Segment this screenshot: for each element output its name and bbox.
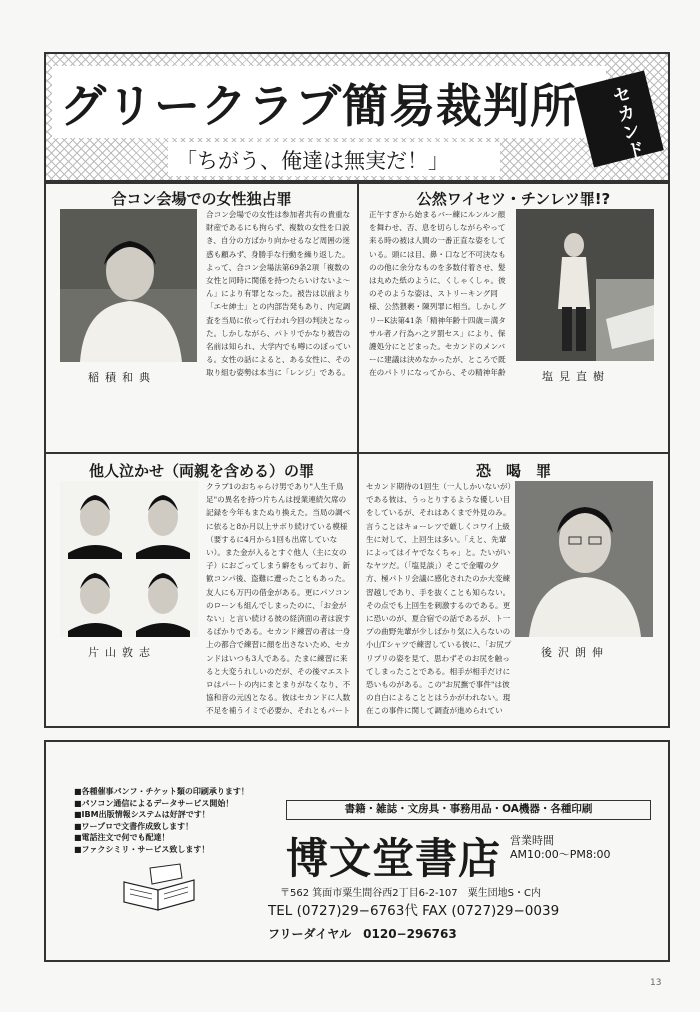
second-badge-label: セカンド — [607, 83, 647, 163]
member-name: 塩見直樹 — [542, 370, 610, 383]
member-name: 後沢朗伸 — [541, 646, 609, 659]
article-heading: 公然ワイセツ・チンレツ罪!? — [416, 190, 611, 208]
store-phone-fax: TEL (0727)29−6763代 FAX (0727)29−0039 — [268, 903, 560, 919]
portrait-photo — [60, 209, 197, 362]
article-body: 合コン会場での女性は参加者共有の貴重な財産であるにも拘らず、複数の女性を口説き、自分の方ばかり向かせるなど周囲の迷惑も顧みず、身勝手な行動を繰り返した。よって、合コン会場法第69条2項「複数の女性と同時に関係を持つたらいけないよ～ん」により有罪となった。被告は以前より「エセ紳士」との内部告発もあり、内定調査を当局に依って行われ今回の判決となった。しかしながら、パトリでかなり被告の名前は知られ、大学内でも噂にのぼっている。女性の話によると、ある女性に、その取り組む姿勢は本当に「レンジ」である。 — [206, 210, 351, 378]
grid-divider — [357, 452, 359, 728]
list-item: ■電話注文で何でも配達！ — [74, 833, 170, 843]
open-book-icon — [120, 862, 200, 912]
face-photos — [60, 481, 198, 637]
page-title: グリークラブ簡易裁判所 — [60, 79, 577, 133]
list-item: ■IBM出版情報システムは好評です！ — [74, 810, 210, 820]
grid-divider — [44, 452, 670, 454]
list-item: ■各種催事パンフ・チケット類の印刷承ります！ — [74, 787, 249, 796]
open-book-icon — [120, 862, 200, 916]
list-item: ■パソコン通信によるデータサービス開始！ — [74, 798, 234, 808]
article-body: 正午すぎから始まるバー練にルンルン顔を舞わせ、否、息を切らしながらやって来る時の被は人間の一番正直な姿をしている。頭には目、鼻・口など不可決なものの他に余分なものを多数付着させ、髪は丸めた紙のように、くしゃくしゃ。彼のそのような姿は、ストリーキング同様、公然猥褻・陳列罪に相当。しかしグリーK法第41条「精神年齢十四歳＝満タサル者ノ行為ハ之ヲ罰セス」により、保護処分にとどまった。セカンドのメンバーに建議は決めなかったが、ところで既在のパトリになってから、その精神年齢 — [369, 210, 506, 378]
free-dial: フリーダイヤル 0120−296763 — [268, 927, 457, 941]
member-name: 片山敦志 — [88, 646, 156, 659]
list-item: ■ワープロで文書作成致します！ — [74, 821, 194, 831]
member-name: 稲積和典 — [88, 371, 156, 384]
member-photo — [516, 209, 654, 361]
services-banner: 書籍・雑誌・文房具・事務用品・OA機器・各種印刷 — [286, 800, 651, 820]
portrait-photo — [60, 209, 197, 362]
member-photo — [515, 481, 653, 637]
list-item: ■ファクシミリ・サービス致します！ — [74, 844, 210, 854]
article-heading: 恐 喝 罪 — [475, 462, 551, 480]
page-subtitle: 「ちがう、俺達は無実だ！」 — [176, 149, 449, 173]
member-photo — [515, 481, 653, 637]
member-photo — [516, 209, 654, 361]
article-body: セカンド期待の1回生（一人しかいないが）である彼は、うっとりするような優しい目をしているが、それはあくまで外見のみ。言うことはキョーレツで厳しくコワイ上級生に対して、上回生は多い。「えと、先輩によってはイヤでなくちゃ」と。たいがいなヤツだ。（「塩見談」）そこで金曜の夕方、極パトリ会議に感化されたのか大変練習越しであり、手を抜くことも知らない。その点でも上回生を刺激するのである。更に恐いのが、夏合宿での話であるが、ト一プの曲野先輩が少しばかり気に入らないの小山Tシャツで練習している彼に、「お尻プリプリの姿を見て、思わずそのお尻を触ってしまったことである。相手が相手だけに恐いものがある。この"お尻撫で事件"は彼の自白によることとはうかがわれない。現在この事件に関して調査が進められてい — [366, 482, 512, 716]
article-heading: 他人泣かせ（両親を含める）の罪 — [88, 462, 314, 480]
store-address: 〒562 箕面市粟生間谷西2丁目6-2-107 粟生団地S・C内 — [280, 888, 541, 899]
hours-value: AM10:00〜PM8:00 — [510, 848, 611, 861]
grid-divider — [357, 180, 359, 452]
store-name: 博文堂書店 — [286, 834, 502, 883]
article-body: クラブ1のおちゃらけ男であり"人生千鳥足"の異名を持つ片ちんは授業連続欠席の記録を今年もまたぬり換えた。当局の調べに依ると8か月以上サボり続けている模様（要するに4月から1回も出席していない）。また金が入るとすぐ他人（主に女の子）におごってしまう癖をもっており、新歓コンパ後、盗難に遭ったこともあった。友人にも万円の借金がある。更にパソコンのローンも組んでしまったのに、「お金がない」と言い続ける彼の経済面の者は涙するばかりである。セカンド練習の者は一身上の都合で練習に顔を出さないため、セカンドはいつも3人である。たまに練習に来ると大変うれしいのだが、その後マエストロはパートの内にまとまりがなくなり、不協和音の元凶となる。彼はセカンドに人数不足を補うイミで必要か、それともパート — [206, 482, 351, 716]
hours-label: 営業時間 — [510, 834, 554, 847]
article-heading: 合コン会場での女性独占罪 — [111, 190, 292, 208]
business-hours — [510, 834, 611, 862]
ad-service-list — [74, 786, 249, 856]
page-number: 13 — [650, 978, 662, 988]
face-photos — [60, 481, 198, 637]
